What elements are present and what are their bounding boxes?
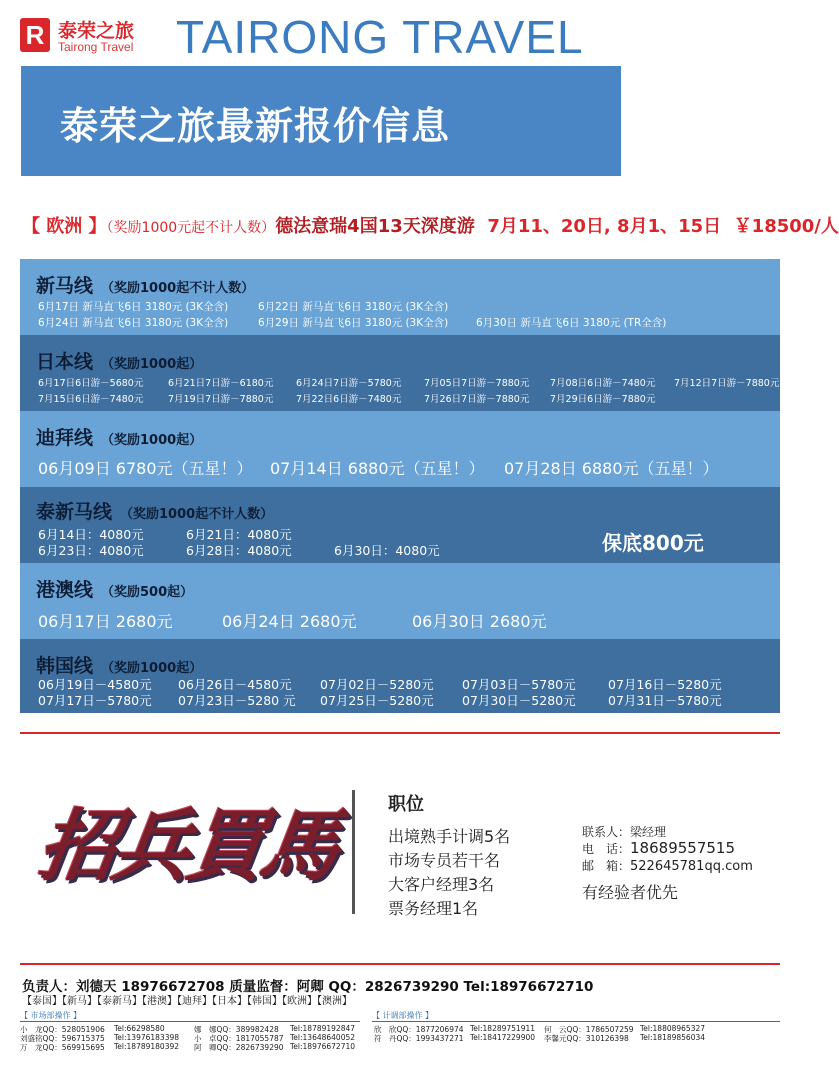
contact-cell: 娜 娜QQ：389982428 xyxy=(194,1025,279,1034)
contact-cell: Tel:18789192847 xyxy=(290,1024,356,1033)
list-item: 6月30日：4080元 xyxy=(334,543,440,558)
positions-title: 职位 xyxy=(388,794,424,815)
list-item: 07月23日－5280 元 xyxy=(178,693,296,708)
list-item: 07月16日－5280元 xyxy=(608,677,722,692)
logo-en: Tairong Travel xyxy=(58,40,134,54)
list-item: 6月21日：4080元 xyxy=(186,527,292,542)
list-item: 07月30日－5280元 xyxy=(462,693,576,708)
contact-cell: 何 云QQ：1786507259 xyxy=(544,1025,634,1034)
list-item: 6月17日6日游－5680元 xyxy=(38,378,144,389)
europe-offer xyxy=(22,212,839,238)
contact-email: 邮 箱：522645781qq.com xyxy=(582,859,753,874)
dispatch-dept-title: 【 计调部操作 】 xyxy=(372,1011,434,1020)
list-item: 07月03日－5780元 xyxy=(462,677,576,692)
contact-cell: 符 丹QQ：1993437271 xyxy=(374,1034,464,1043)
line-title: 港澳线 （奖励500起） xyxy=(36,579,194,601)
contact-cell: 欣 欣QQ：1877206974 xyxy=(374,1025,464,1034)
line-title: 泰新马线 （奖励1000起不计人数） xyxy=(36,501,274,523)
line-title: 韩国线 （奖励1000起） xyxy=(36,655,203,677)
list-item: 7月22日6日游－7480元 xyxy=(296,394,402,405)
list-item: 07月25日－5280元 xyxy=(320,693,434,708)
position-item: 出境熟手计调5名 xyxy=(388,827,511,846)
line-title: 日本线 （奖励1000起） xyxy=(36,351,203,373)
contact-cell: Tel:13648640052 xyxy=(290,1033,356,1042)
contact-cell: 刘盛铭QQ：596715375 xyxy=(20,1034,105,1043)
contact-cell: 阿 卿QQ：2826739290 xyxy=(194,1043,284,1052)
list-item: 6月30日 新马直飞6日 3180元 (TR全含) xyxy=(476,317,667,329)
list-item: 7月29日6日游－7880元 xyxy=(550,394,656,405)
list-item: 6月24日7日游－5780元 xyxy=(296,378,402,389)
contact-phone: 电 话：18689557515 xyxy=(582,839,735,857)
contact-person: 联系人：梁经理 xyxy=(582,825,667,839)
route-lines xyxy=(20,259,780,713)
list-item: 6月21日7日游－6180元 xyxy=(168,378,274,389)
contact-cell: Tel:18976672710 xyxy=(290,1042,356,1051)
europe-dates: 7月11、20日, 8月1、15日 xyxy=(487,216,722,237)
list-item: 6月14日：4080元 xyxy=(38,527,144,542)
line-xinma xyxy=(20,259,780,335)
europe-region: 【 欧洲 】 xyxy=(22,216,107,237)
contact-cell: Tel:18808965327 xyxy=(640,1024,706,1033)
list-item: 6月23日：4080元 xyxy=(38,543,144,558)
list-item: 06月30日 2680元 xyxy=(412,612,547,631)
list-item: 6月22日 新马直飞6日 3180元 (3K全含) xyxy=(258,301,449,313)
list-item: 06月09日 6780元（五星！） xyxy=(38,459,253,478)
list-item: 6月24日 新马直飞6日 3180元 (3K全含) xyxy=(38,317,229,329)
contact-cell: Tel:66298580 xyxy=(114,1024,165,1033)
list-item: 07月17日－5780元 xyxy=(38,693,152,708)
preference-note: 有经验者优先 xyxy=(582,883,679,902)
line-title: 迪拜线 （奖励1000起） xyxy=(36,427,203,449)
contact-cell: 小 卓QQ：1817055787 xyxy=(194,1034,284,1043)
europe-route: 德法意瑞4国13天深度游 xyxy=(275,216,475,237)
contact-cell: Tel:18289751911 xyxy=(470,1024,536,1033)
footer-responsible: 负责人：刘德天 18976672708 质量监督：阿卿 QQ：2826739290 Tel:18976672710 xyxy=(22,979,594,995)
footer-categories: 【泰国】【新马】【泰新马】【港澳】【迪拜】【日本】【韩国】【欧洲】【澳洲】 xyxy=(22,996,352,1007)
position-item: 票务经理1名 xyxy=(388,899,479,918)
section-rule xyxy=(372,1021,780,1022)
list-item: 06月17日 2680元 xyxy=(38,612,173,631)
contact-cell: 万 龙QQ：569915695 xyxy=(20,1043,105,1052)
logo-cn: 泰荣之旅 xyxy=(58,20,135,42)
line-korea xyxy=(20,639,780,713)
list-item: 7月05日7日游－7880元 xyxy=(424,378,530,389)
list-item: 7月15日6日游－7480元 xyxy=(38,394,144,405)
list-item: 07月31日－5780元 xyxy=(608,693,722,708)
contact-cell: Tel:13976183398 xyxy=(114,1033,180,1042)
list-item: 6月28日：4080元 xyxy=(186,543,292,558)
line-dubai xyxy=(20,411,780,487)
contact-cell: Tel:18417229900 xyxy=(470,1033,536,1042)
list-item: 7月26日7日游－7880元 xyxy=(424,394,530,405)
list-item: 6月29日 新马直飞6日 3180元 (3K全含) xyxy=(258,317,449,329)
contact-cell: Tel:18789180392 xyxy=(114,1042,180,1051)
list-item: 6月17日 新马直飞6日 3180元 (3K全含) xyxy=(38,301,229,313)
list-item: 7月08日6日游－7480元 xyxy=(550,378,656,389)
contact-cell: Tel:18189856034 xyxy=(640,1033,706,1042)
list-item: 06月26日－4580元 xyxy=(178,677,292,692)
divider-line xyxy=(20,963,780,965)
vertical-divider xyxy=(352,790,355,914)
recruit-art-text: 招兵買馬 xyxy=(32,801,342,892)
list-item: 7月12日7日游－7880元 xyxy=(674,378,780,389)
section-rule xyxy=(20,1021,360,1022)
list-item: 07月14日 6880元（五星！） xyxy=(270,459,485,478)
recruit-art xyxy=(32,784,342,924)
position-item: 大客户经理3名 xyxy=(388,875,495,894)
page-title: 泰荣之旅最新报价信息 xyxy=(60,104,451,148)
contact-cell: 小 龙QQ：528051906 xyxy=(20,1025,105,1034)
contact-cell: 李馨元QQ：310126398 xyxy=(544,1034,629,1043)
europe-price: ￥18500/人 xyxy=(733,216,839,237)
position-item: 市场专员若干名 xyxy=(388,851,501,870)
logo-icon: R xyxy=(20,18,50,52)
line-taixinma xyxy=(20,487,780,563)
list-item: 7月19日7日游－7880元 xyxy=(168,394,274,405)
guarantee-badge: 保底800元 xyxy=(602,531,704,555)
line-japan xyxy=(20,335,780,411)
line-gangao xyxy=(20,563,780,639)
list-item: 07月02日－5280元 xyxy=(320,677,434,692)
divider-line xyxy=(20,732,780,734)
list-item: 06月19日－4580元 xyxy=(38,677,152,692)
list-item: 07月28日 6880元（五星！） xyxy=(504,459,719,478)
market-dept-title: 【 市场部操作 】 xyxy=(20,1011,82,1020)
line-title: 新马线 （奖励1000起不计人数） xyxy=(36,275,255,297)
europe-bonus: （奖励1000元起不计人数） xyxy=(106,220,276,236)
brand-title: TAIRONG TRAVEL xyxy=(176,11,584,63)
list-item: 06月24日 2680元 xyxy=(222,612,357,631)
